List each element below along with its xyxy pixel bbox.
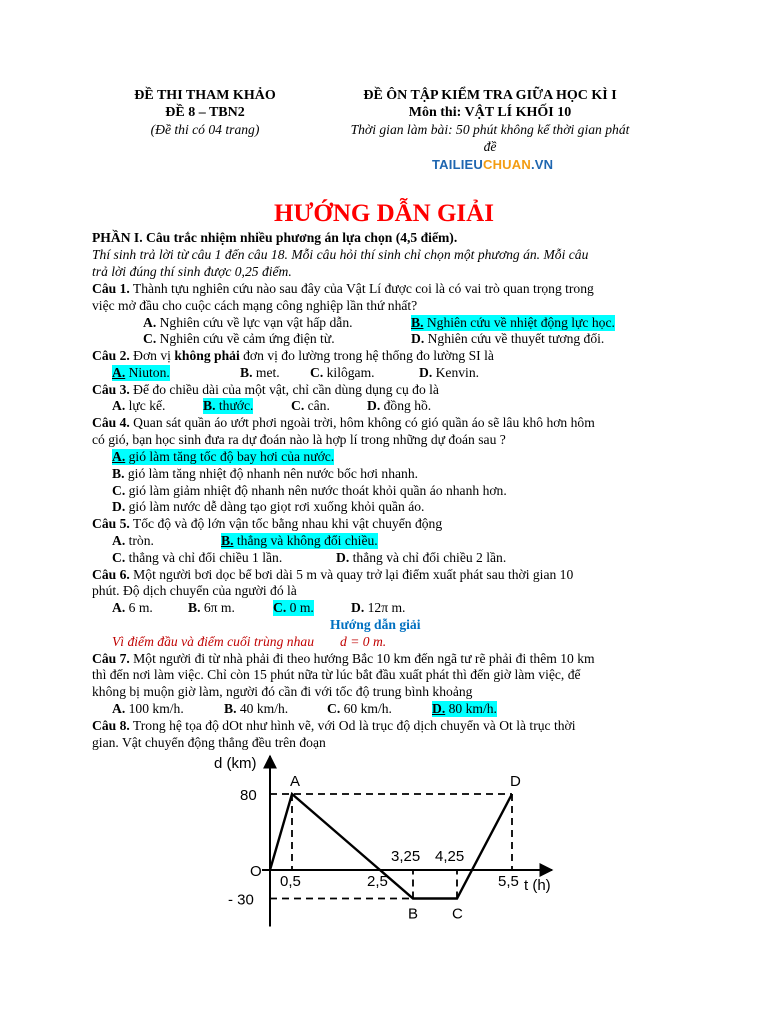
part1-instruction-2: trả lời đúng thí sinh được 0,25 điểm. — [92, 264, 292, 279]
point-label-b: B — [408, 905, 419, 923]
q3-option-b-correct: B. thước. — [203, 398, 254, 413]
q6-option-b: B. 6π m. — [188, 600, 235, 615]
graph-line — [270, 794, 512, 899]
q6-stem-2: phút. Độ dịch chuyển của người đó là — [92, 583, 297, 598]
q6-stem: Câu 6. Một người bơi dọc bể bơi dài 5 m và quay trở lại điểm xuất phát sau thời gian 10 — [92, 567, 574, 582]
header-right-line3b: đề — [483, 139, 497, 154]
page-title: HƯỚNG DẪN GIẢI — [274, 200, 494, 227]
q2-option-a-correct: A. Niuton. — [112, 365, 170, 380]
q7-option-d-correct: D. 80 km/h. — [432, 701, 497, 716]
q1-option-b-correct: B. Nghiên cứu về nhiệt động lực học. — [411, 315, 615, 330]
t-axis-label: t (h) — [524, 877, 551, 894]
q5-option-b-correct: B. thẳng và không đổi chiều. — [221, 533, 378, 548]
q3-option-d: D. đồng hồ. — [367, 398, 432, 413]
q4-option-c: C. gió làm giảm nhiệt độ nhanh nên nước thoát khỏi quần áo nhanh hơn. — [112, 483, 507, 498]
q2-stem: Câu 2. Đơn vị không phải đơn vị đo lường trong hệ thống đo lường SI là — [92, 348, 494, 363]
q8-stem: Câu 8. Trong hệ tọa độ dOt như hình vẽ, với Od là trục độ dịch chuyển và Ot là trục thời — [92, 718, 576, 733]
q5-option-a: A. tròn. — [112, 533, 154, 548]
q7-option-c: C. 60 km/h. — [327, 701, 392, 716]
q1-option-a: A. Nghiên cứu về lực vạn vật hấp dẫn. — [143, 315, 353, 330]
q2-option-b: B. met. — [240, 365, 280, 380]
q4-option-d: D. gió làm nước dễ dàng tạo giọt rơi xuống khỏi quần áo. — [112, 499, 425, 514]
point-label-d: D — [510, 773, 521, 790]
q5-stem: Câu 5. Tốc độ và độ lớn vận tốc bằng nhau khi vật chuyển động — [92, 516, 443, 531]
q4-stem-2: có gió, bạn học sinh đưa ra dự đoán nào là hợp lí trong những dự đoán sau ? — [92, 432, 506, 447]
q1-stem: Câu 1. Thành tựu nghiên cứu nào sau đây của Vật Lí được coi là có vai trò quan trọng trong — [92, 281, 594, 296]
q2-option-d: D. Kenvin. — [419, 365, 480, 380]
q6-option-a: A. 6 m. — [112, 600, 153, 615]
header-left-line1: ĐỀ THI THAM KHẢO — [134, 88, 276, 103]
q1-option-d: D. Nghiên cứu về thuyết tương đối. — [411, 331, 605, 346]
q7-stem-3: không bị muộn giờ làm, người đó cần đi với tốc độ trung bình khoảng — [92, 684, 473, 699]
site-logo: TAILIEUCHUAN.VN — [432, 157, 554, 172]
x-tick-2.5: 2,5 — [367, 873, 388, 890]
y-tick-minus30: - 30 — [228, 891, 254, 909]
q3-stem: Câu 3. Để đo chiều dài của một vật, chỉ cần dùng dụng cụ đo là — [92, 382, 439, 397]
part1-instruction-1: Thí sinh trả lời từ câu 1 đến câu 18. Mỗi câu hỏi thí sinh chỉ chọn một phương án. Mỗi câu — [92, 247, 589, 262]
q1-stem-2: việc mở đầu cho cuộc cách mạng công nghiệp lần thứ nhất? — [92, 298, 418, 313]
header-left-line2: ĐỀ 8 – TBN2 — [165, 105, 245, 120]
header-left-line3: (Đề thi có 04 trang) — [150, 122, 260, 137]
q7-stem-2: thì đến nơi làm việc. Chỉ còn 15 phút nữa từ lúc bắt đầu xuất phát thì đến giờ làm việc, để — [92, 667, 581, 682]
q4-option-b: B. gió làm tăng nhiệt độ nhanh nên nước bốc hơi nhanh. — [112, 466, 419, 481]
point-label-c: C — [452, 905, 463, 923]
header-right-line3: Thời gian làm bài: 50 phút không kể thời gian phát — [350, 122, 630, 137]
header-right-line2: Môn thi: VẬT LÍ KHỐI 10 — [408, 105, 572, 120]
x-tick-4.25: 4,25 — [435, 848, 465, 865]
q6-option-d: D. 12π m. — [351, 600, 406, 615]
q5-option-c: C. thẳng và chỉ đổi chiều 1 lần. — [112, 550, 283, 565]
x-tick-0.5: 0,5 — [280, 873, 301, 890]
x-tick-3.25: 3,25 — [391, 848, 421, 865]
q6-solution-title: Hướng dẫn giải — [330, 617, 421, 632]
point-label-a: A — [290, 773, 301, 790]
q5-option-d: D. thẳng và chỉ đổi chiều 2 lần. — [336, 550, 507, 565]
q7-stem: Câu 7. Một người đi từ nhà phải đi theo hướng Bắc 10 km đến ngã tư rẽ phải đi thêm 10 km — [92, 651, 595, 666]
q4-stem: Câu 4. Quan sát quần áo ướt phơi ngoài trời, hôm không có gió quần áo sẽ lâu khô hơn hôm — [92, 415, 595, 430]
d-axis-label: d (km) — [214, 755, 257, 772]
q8-stem-2: gian. Vật chuyển động thẳng đều trên đoạn — [92, 735, 326, 750]
q3-option-c: C. cân. — [291, 398, 330, 413]
part1-heading: PHẦN I. Câu trắc nhiệm nhiều phương án lựa chọn (4,5 điểm). — [92, 230, 458, 245]
q1-option-c: C. Nghiên cứu về cảm ứng điện từ. — [143, 331, 335, 346]
q4-option-a-correct: A. gió làm tăng tốc độ bay hơi của nước. — [112, 449, 335, 464]
origin-label: O — [250, 863, 262, 880]
q7-option-a: A. 100 km/h. — [112, 701, 184, 716]
q2-option-c: C. kilôgam. — [310, 365, 375, 380]
x-tick-5.5: 5,5 — [498, 873, 519, 890]
header-right-line1: ĐỀ ÔN TẬP KIỂM TRA GIỮA HỌC KÌ I — [363, 88, 617, 103]
q7-option-b: B. 40 km/h. — [224, 701, 289, 716]
q6-option-c-correct: C. 0 m. — [273, 600, 314, 615]
q3-option-a: A. lực kế. — [112, 398, 166, 413]
q6-solution-text: Vì điểm đầu và điểm cuối trùng nhau d = 0 m. — [112, 634, 387, 649]
y-tick-80: 80 — [240, 787, 257, 804]
